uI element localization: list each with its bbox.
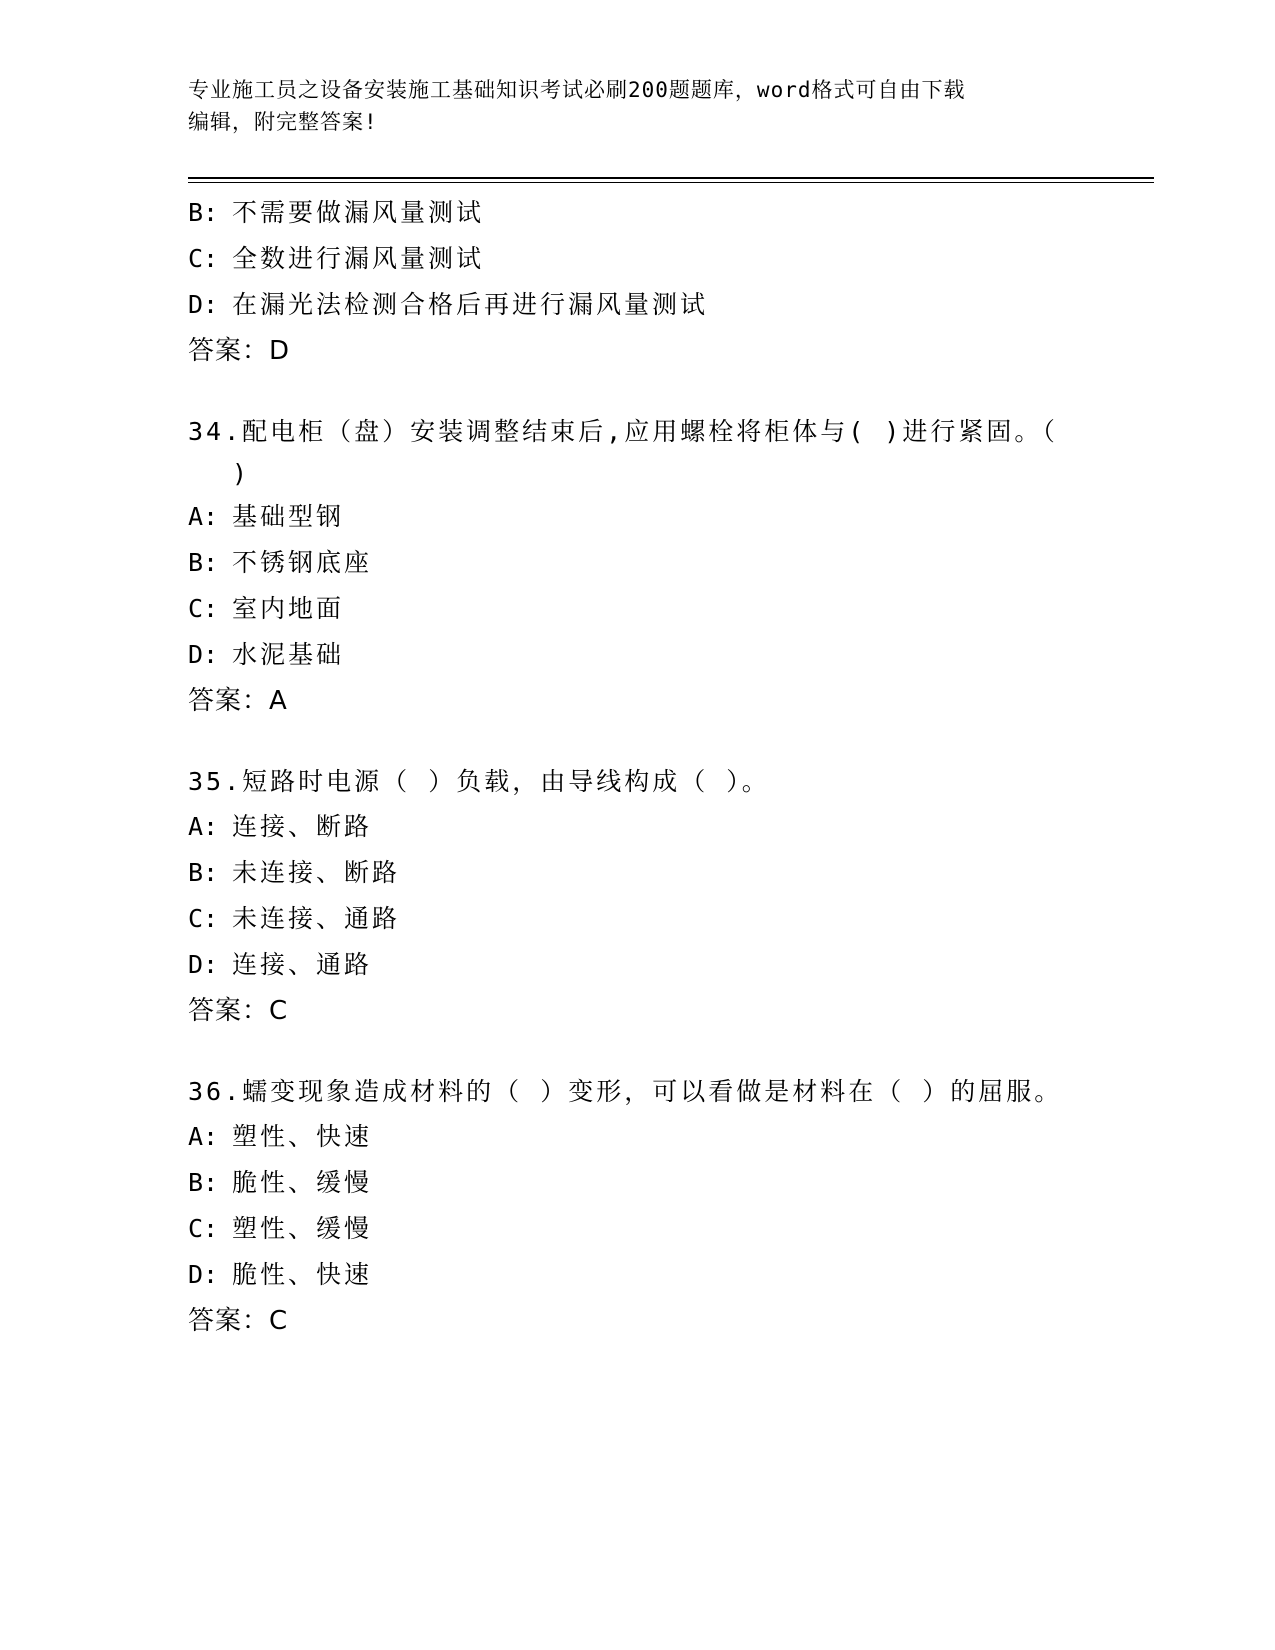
question-35 — [188, 760, 1088, 1034]
header-line-1: 专业施工员之设备安装施工基础知识考试必刷200题题库，word格式可自由下载 — [188, 78, 966, 102]
option-d: D: 在漏光法检测合格后再进行漏风量测试 — [188, 290, 709, 319]
option-a: A: 连接、断路 — [188, 812, 373, 841]
question-title: 35.短路时电源（ ）负载，由导线构成（ ）。 — [188, 767, 770, 796]
answer: 答案：C — [188, 996, 289, 1026]
answer: 答案：D — [188, 336, 291, 366]
option-c: C: 塑性、缓慢 — [188, 1214, 373, 1243]
option-c: C: 室内地面 — [188, 594, 345, 623]
header-rule-thin — [188, 182, 1154, 183]
option-d: D: 脆性、快速 — [188, 1260, 373, 1289]
option-b: B: 不需要做漏风量测试 — [188, 198, 485, 227]
header-rule-thick — [188, 177, 1154, 179]
answer: 答案：A — [188, 686, 288, 716]
option-d: D: 水泥基础 — [188, 640, 345, 669]
header-line-2: 编辑，附完整答案! — [188, 110, 378, 134]
question-33-tail — [188, 190, 1088, 374]
question-title: 34.配电柜（盘）安装调整结束后,应用螺栓将柜体与( )进行紧固。（ — [188, 417, 1058, 446]
option-b: B: 不锈钢底座 — [188, 548, 373, 577]
document-body — [188, 190, 1088, 1344]
option-a: A: 塑性、快速 — [188, 1122, 373, 1151]
answer: 答案：C — [188, 1306, 289, 1336]
option-c: C: 未连接、通路 — [188, 904, 401, 933]
question-title: 36.蠕变现象造成材料的（ ）变形，可以看做是材料在（ ）的屈服。 — [188, 1077, 1063, 1106]
document-header — [188, 74, 1088, 138]
option-a: A: 基础型钢 — [188, 502, 345, 531]
question-title-wrap: ) — [232, 459, 248, 488]
option-d: D: 连接、通路 — [188, 950, 373, 979]
option-b: B: 脆性、缓慢 — [188, 1168, 373, 1197]
option-b: B: 未连接、断路 — [188, 858, 401, 887]
question-36 — [188, 1070, 1088, 1344]
question-34 — [188, 410, 1088, 724]
option-c: C: 全数进行漏风量测试 — [188, 244, 485, 273]
